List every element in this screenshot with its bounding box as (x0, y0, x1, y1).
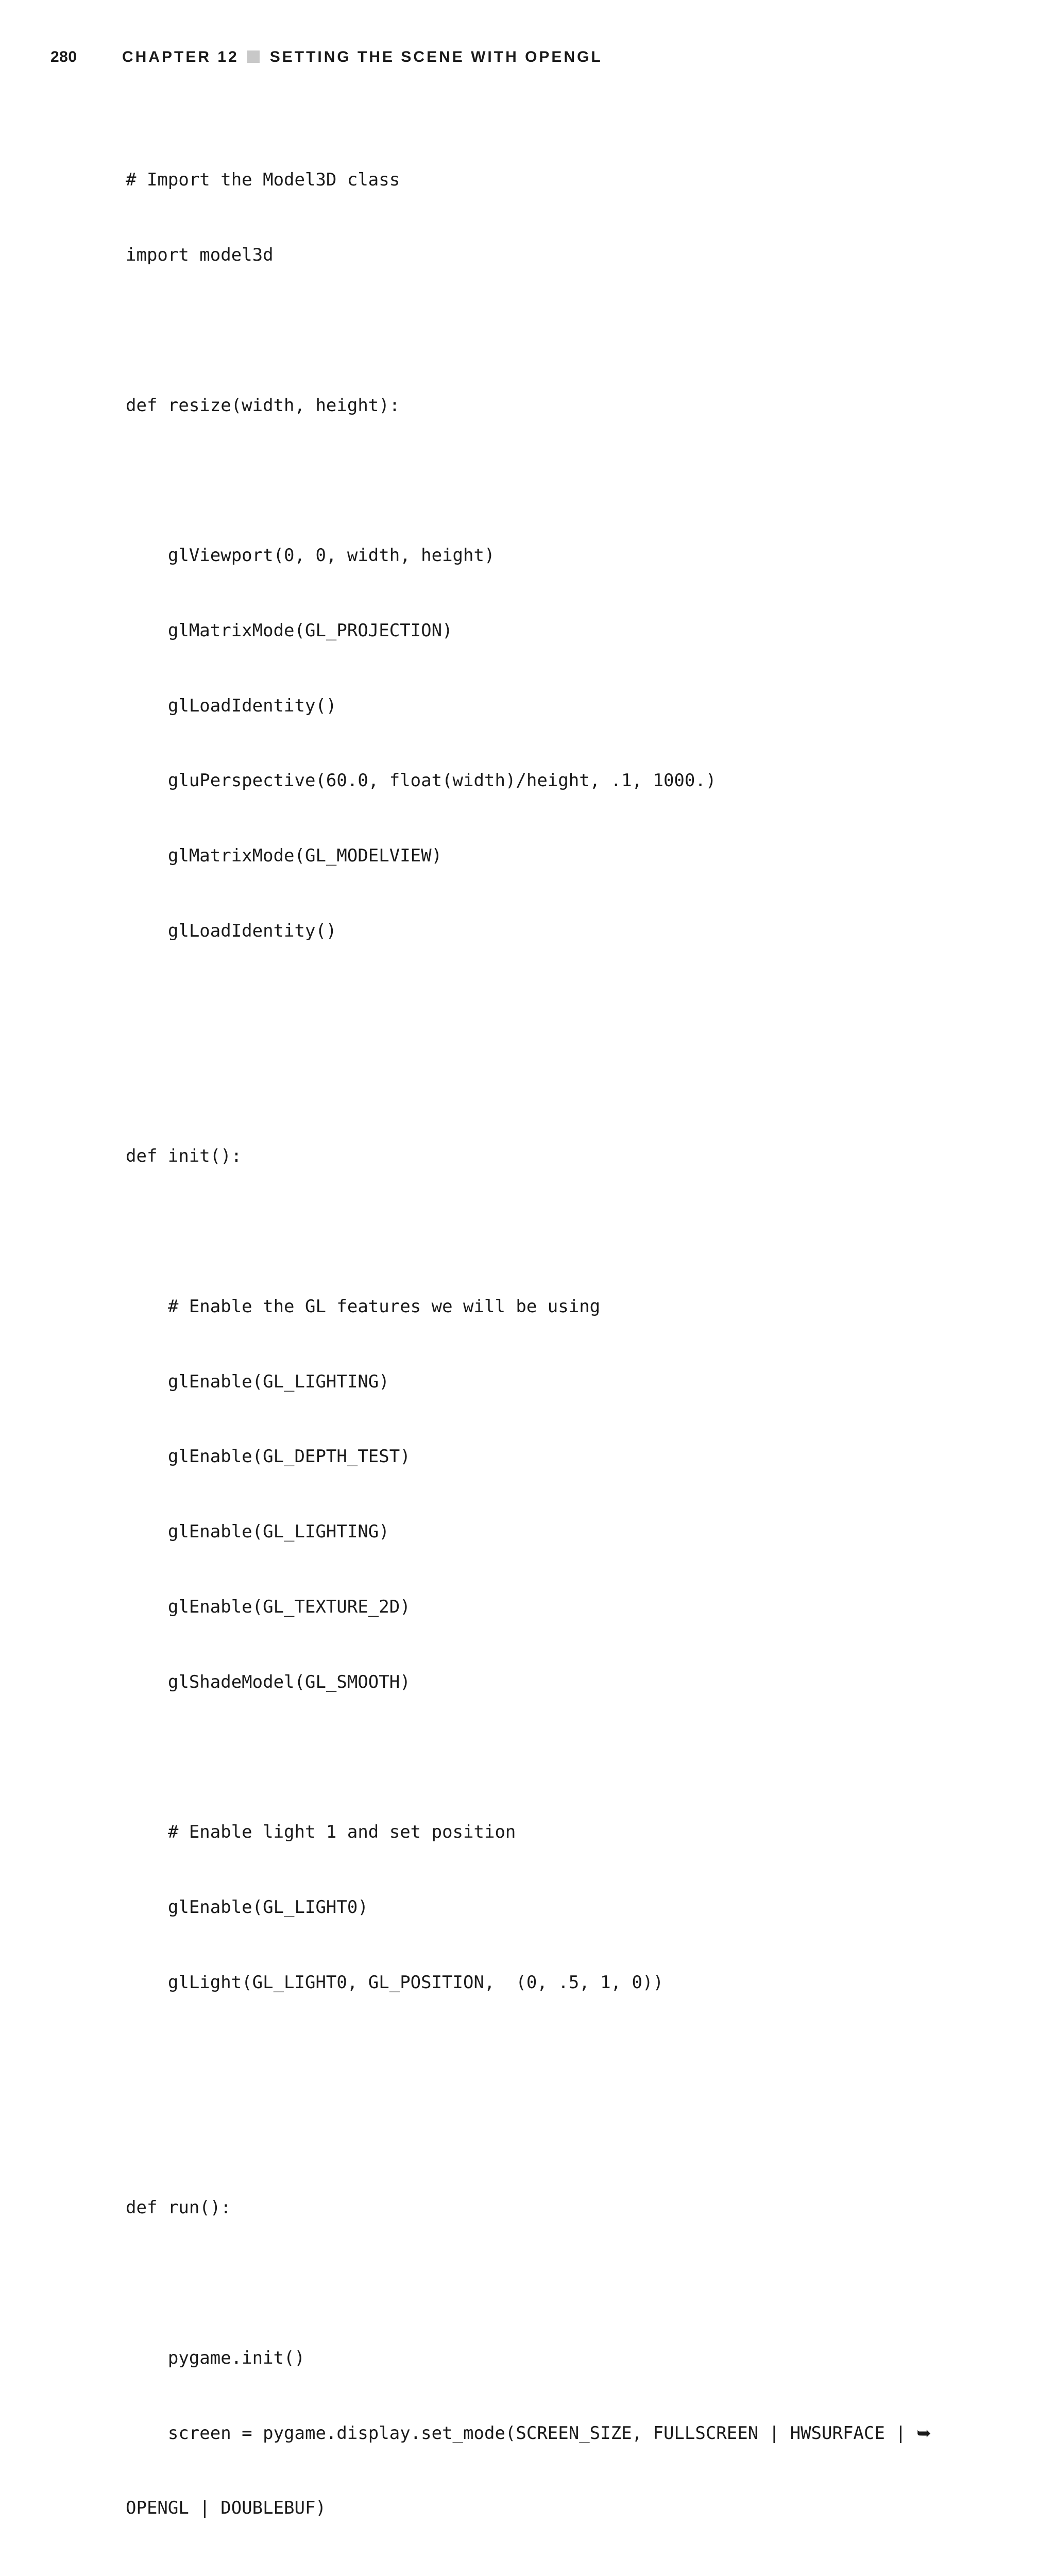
code-line: glEnable(GL_LIGHTING) (126, 1371, 389, 1392)
chapter-number: CHAPTER 12 (122, 48, 239, 65)
code-line: glEnable(GL_DEPTH_TEST) (126, 1446, 411, 1467)
code-line (126, 2571, 1032, 2576)
code-line (126, 1069, 1032, 1094)
code-line: import model3d (126, 244, 274, 265)
page-header (0, 48, 1055, 69)
code-line (126, 468, 1032, 493)
code-line (126, 2270, 1032, 2296)
code-line (126, 1219, 1032, 1244)
chapter-heading (122, 48, 603, 66)
code-line-text: screen = pygame.display.set_mode(SCREEN_SIZE, FULLSCREEN | HWSURFACE | (126, 2422, 906, 2444)
code-line: glMatrixMode(GL_PROJECTION) (126, 620, 453, 641)
code-line: glEnable(GL_TEXTURE_2D) (126, 1597, 411, 1618)
code-line: glEnable(GL_LIGHT0) (126, 1897, 368, 1918)
code-line: glShadeModel(GL_SMOOTH) (126, 1671, 411, 1692)
code-line: # Import the Model3D class (126, 170, 400, 191)
code-line: glMatrixMode(GL_MODELVIEW) (126, 845, 443, 867)
code-listing (126, 117, 1032, 2576)
code-line: glEnable(GL_LIGHTING) (126, 1521, 389, 1543)
code-line-wrapped (126, 2421, 1032, 2446)
code-line: def init(): (126, 1146, 242, 1167)
code-line: def resize(width, height): (126, 395, 400, 416)
code-line: glLoadIdentity() (126, 921, 337, 941)
code-line: def run(): (126, 2197, 231, 2218)
code-line: OPENGL | DOUBLEBUF) (126, 2498, 326, 2519)
separator-square-icon (247, 50, 260, 63)
code-line (126, 994, 1032, 1019)
code-line: # Enable light 1 and set position (126, 1822, 516, 1843)
chapter-title: SETTING THE SCENE WITH OPENGL (269, 48, 603, 65)
code-line: pygame.init() (126, 2347, 305, 2368)
code-line: # Enable the GL features we will be using (126, 1296, 601, 1317)
code-line (126, 1745, 1032, 1770)
code-line: gluPerspective(60.0, float(width)/height, .1, 1000.) (126, 770, 717, 791)
code-line: glLight(GL_LIGHT0, GL_POSITION, (0, .5, 1, 0)) (126, 1972, 663, 1993)
code-line: glLoadIdentity() (126, 695, 337, 716)
page-number: 280 (50, 48, 77, 65)
code-line: glViewport(0, 0, width, height) (126, 545, 495, 566)
code-line (126, 2121, 1032, 2146)
code-line (126, 2045, 1032, 2071)
line-continuation-arrow-icon: ➥ (916, 2422, 931, 2444)
code-line (126, 318, 1032, 343)
